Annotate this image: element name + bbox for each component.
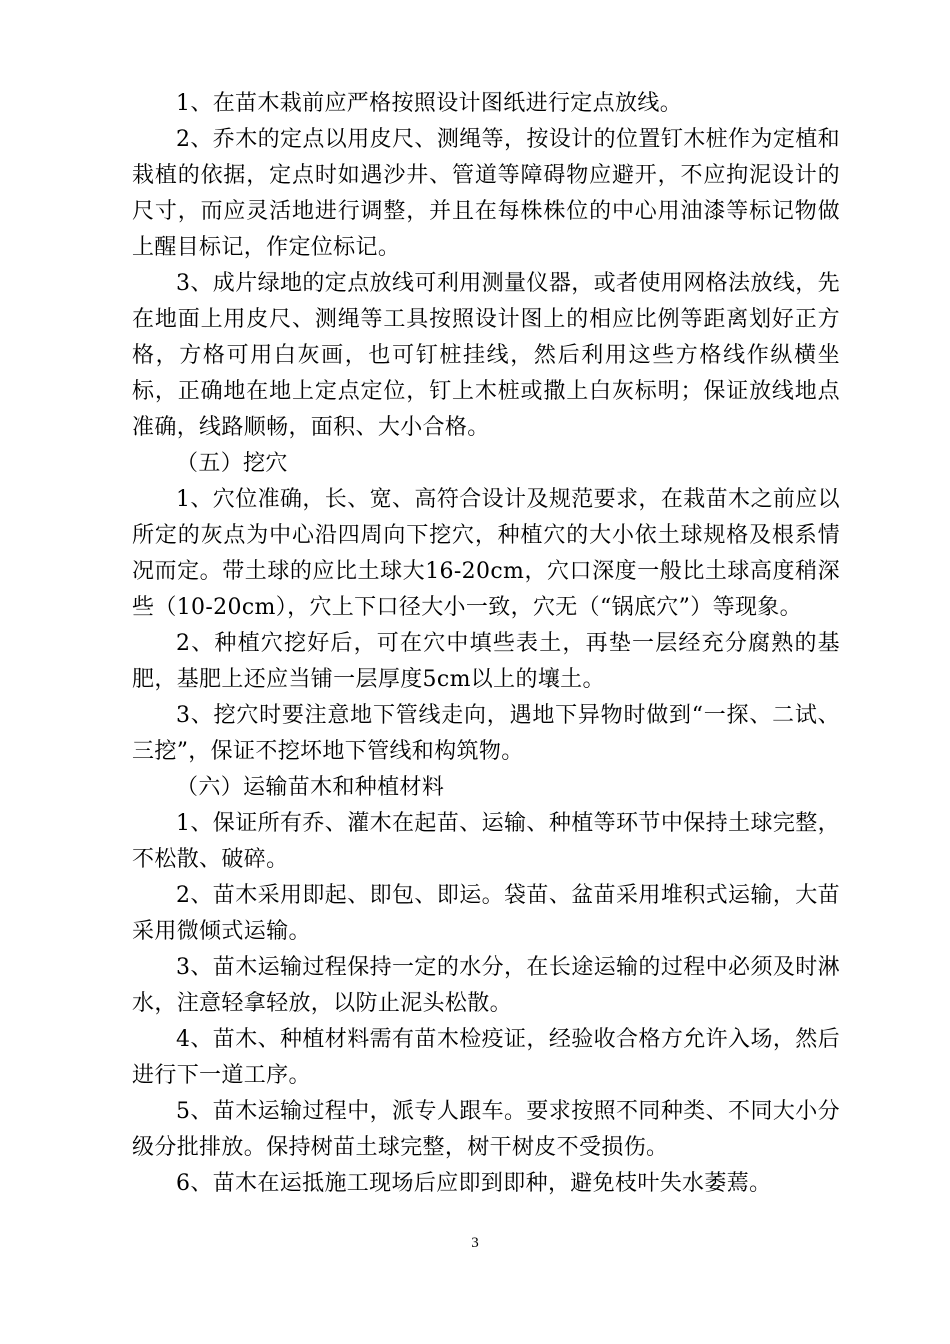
paragraph-8: 2、苗木采用即起、即包、即运。袋苗、盆苗采用堆积式运输，大苗采用微倾式运输。 bbox=[132, 883, 840, 944]
section-heading-6: （六）运输苗木和种植材料 bbox=[176, 775, 445, 800]
paragraph-7: 1、保证所有乔、灌木在起苗、运输、种植等环节中保持土球完整，不松散、破碎。 bbox=[132, 811, 840, 872]
paragraph-6: 3、挖穴时要注意地下管线走向，遇地下异物时做到“一探、二试、三挖”，保证不挖坏地下管线和构筑物。 bbox=[132, 703, 840, 764]
paragraph-4: 1、穴位准确，长、宽、高符合设计及规范要求，在栽苗木之前应以所定的灰点为中心沿四周向下挖穴，种植穴的大小依土球规格及根系情况而定。带土球的应比土球大16-20cm，穴口深度一般比土球高度稍深些（10-20cm），穴上下口径大小一致，穴无（“锅底穴”）等现象。 bbox=[132, 487, 840, 620]
section-heading-5: （五）挖穴 bbox=[176, 451, 288, 476]
paragraph-11: 5、苗木运输过程中，派专人跟车。要求按照不同种类、不同大小分级分批排放。保持树苗土球完整，树干树皮不受损伤。 bbox=[132, 1099, 840, 1160]
page-number: 3 bbox=[471, 1235, 479, 1251]
paragraph-12: 6、苗木在运抵施工现场后应即到即种，避免枝叶失水萎蔫。 bbox=[176, 1171, 772, 1196]
paragraph-1: 1、在苗木栽前应严格按照设计图纸进行定点放线。 bbox=[176, 91, 683, 116]
paragraph-3: 3、成片绿地的定点放线可利用测量仪器，或者使用网格法放线，先在地面上用皮尺、测绳等工具按照设计图上的相应比例等距离划好正方格，方格可用白灰画，也可钉桩挂线，然后利用这些方格线作纵横坐标，正确地在地上定点定位，钉上木桩或撒上白灰标明；保证放线地点准确，线路顺畅，面积、大小合格。 bbox=[132, 271, 840, 440]
document-body bbox=[132, 86, 840, 1202]
paragraph-2: 2、乔木的定点以用皮尺、测绳等，按设计的位置钉木桩作为定植和栽植的依据，定点时如遇沙井、管道等障碍物应避开，不应拘泥设计的尺寸，而应灵活地进行调整，并且在每株株位的中心用油漆等标记物做上醒目标记，作定位标记。 bbox=[132, 127, 840, 260]
paragraph-10: 4、苗木、种植材料需有苗木检疫证，经验收合格方允许入场，然后进行下一道工序。 bbox=[132, 1027, 840, 1088]
paragraph-9: 3、苗木运输过程保持一定的水分，在长途运输的过程中必须及时淋水，注意轻拿轻放，以防止泥头松散。 bbox=[132, 955, 840, 1016]
paragraph-5: 2、种植穴挖好后，可在穴中填些表土，再垫一层经充分腐熟的基肥，基肥上还应当铺一层厚度5cm以上的壤土。 bbox=[132, 631, 840, 692]
